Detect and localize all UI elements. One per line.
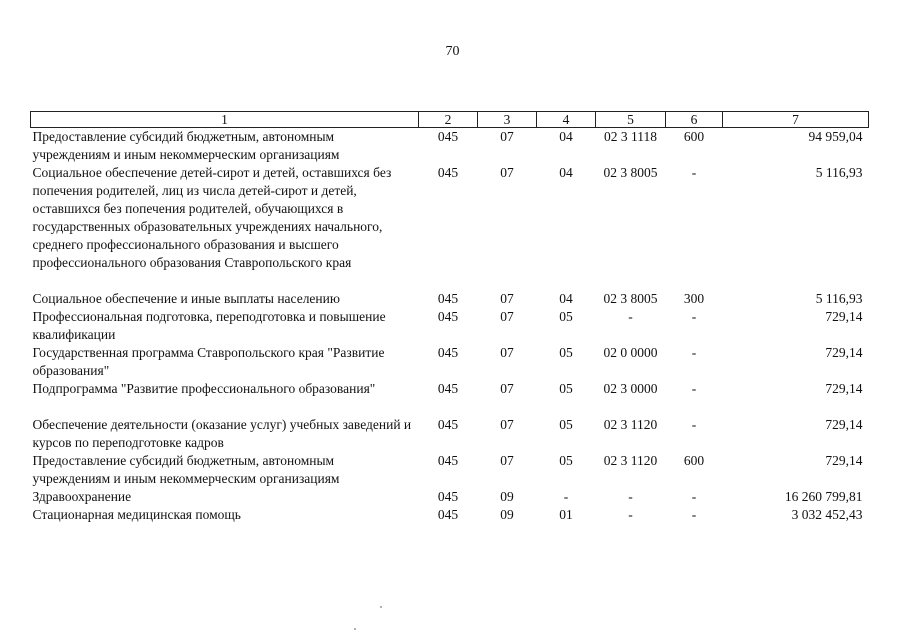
row-section: 07 [500,129,514,144]
row-subsection: 05 [559,309,573,324]
row-subsection: 05 [559,345,573,360]
row-target: - [628,507,633,522]
row-amount: 729,14 [825,417,863,432]
table-row [31,128,869,165]
row-expense-type: - [691,165,697,180]
row-subsection: - [563,489,569,504]
row-ministry: 045 [437,165,459,180]
header-row [31,112,869,128]
row-subsection: 05 [559,417,573,432]
header-col-3: 3 [478,112,537,128]
row-section: 07 [500,453,514,468]
header-col-6: 6 [666,112,723,128]
row-amount: 5 116,93 [815,291,863,306]
row-section: 07 [500,381,514,396]
row-expense-type: 600 [683,129,705,144]
row-expense-type: - [691,345,697,360]
row-section: 07 [500,417,514,432]
header-col-5: 5 [596,112,666,128]
row-expense-type: - [691,507,697,522]
row-amount: 729,14 [825,309,863,324]
row-ministry: 045 [437,129,459,144]
table-row [31,290,869,308]
row-ministry: 045 [437,417,459,432]
row-name: Государственная программа Ставропольского края "Развитие образования" [32,345,385,378]
row-section: 09 [500,507,514,522]
row-amount: 5 116,93 [815,165,863,180]
row-amount: 3 032 452,43 [791,507,863,522]
row-ministry: 045 [437,309,459,324]
row-expense-type: - [691,309,697,324]
row-section: 07 [500,165,514,180]
row-target: - [628,489,633,504]
row-expense-type: 300 [683,291,705,306]
row-ministry: 045 [437,507,459,522]
row-subsection: 05 [559,453,573,468]
row-target: 02 3 1120 [603,417,658,432]
row-subsection: 04 [559,129,573,144]
row-target: 02 3 8005 [603,165,658,180]
row-subsection: 05 [559,381,573,396]
row-ministry: 045 [437,291,459,306]
row-amount: 94 959,04 [808,129,863,144]
row-name: Предоставление субсидий бюджетным, автономным учреждениям и иным некоммерческим организациям [32,129,340,162]
row-target: 02 3 8005 [603,291,658,306]
row-section: 07 [500,309,514,324]
row-name: Обеспечение деятельности (оказание услуг) учебных заведений и курсов по переподготовке кадров [32,417,412,450]
table-row [31,506,869,524]
budget-table [30,111,869,524]
row-target: 02 3 0000 [603,381,658,396]
row-subsection: 04 [559,165,573,180]
row-name: Стационарная медицинская помощь [32,507,241,522]
row-name: Социальное обеспечение и иные выплаты населению [32,291,340,306]
row-section: 09 [500,489,514,504]
row-name: Предоставление субсидий бюджетным, автономным учреждениям и иным некоммерческим организациям [32,453,340,486]
row-target: 02 0 0000 [603,345,658,360]
row-expense-type: 600 [683,453,705,468]
header-col-1: 1 [31,112,419,128]
row-name: Подпрограмма "Развитие профессионального образования" [32,381,376,396]
page-number: 70 [445,44,460,59]
header-col-2: 2 [419,112,478,128]
row-subsection: 04 [559,291,573,306]
table-row [31,380,869,416]
row-section: 07 [500,345,514,360]
table-row [31,344,869,380]
row-ministry: 045 [437,381,459,396]
row-name: Здравоохранение [32,489,132,504]
row-amount: 729,14 [825,381,863,396]
table-row [31,164,869,290]
row-expense-type: - [691,381,697,396]
header-col-7: 7 [723,112,869,128]
row-amount: 16 260 799,81 [784,489,863,504]
row-name: Профессиональная подготовка, переподготовка и повышение квалификации [32,309,386,342]
row-target: - [628,309,633,324]
table-row [31,488,869,506]
row-name: Социальное обеспечение детей-сирот и детей, оставшихся без попечения родителей, лиц из числа детей-сирот и детей, оставшихся без попечения родителей, обучающихся в государственных образовательных учреждениях начального, среднего профессионального образования и высшего профессионального образования Ставропольского края [32,165,392,270]
table-row [31,308,869,344]
header-col-4: 4 [537,112,596,128]
table-row [31,452,869,488]
row-subsection: 01 [559,507,573,522]
row-expense-type: - [691,417,697,432]
scan-speck [354,628,356,630]
row-amount: 729,14 [825,345,863,360]
row-target: 02 3 1120 [603,453,658,468]
table-row [31,416,869,452]
row-target: 02 3 1118 [604,129,657,144]
scan-speck [380,606,382,608]
row-expense-type: - [691,489,697,504]
row-ministry: 045 [437,489,459,504]
row-ministry: 045 [437,453,459,468]
row-ministry: 045 [437,345,459,360]
row-amount: 729,14 [825,453,863,468]
row-section: 07 [500,291,514,306]
